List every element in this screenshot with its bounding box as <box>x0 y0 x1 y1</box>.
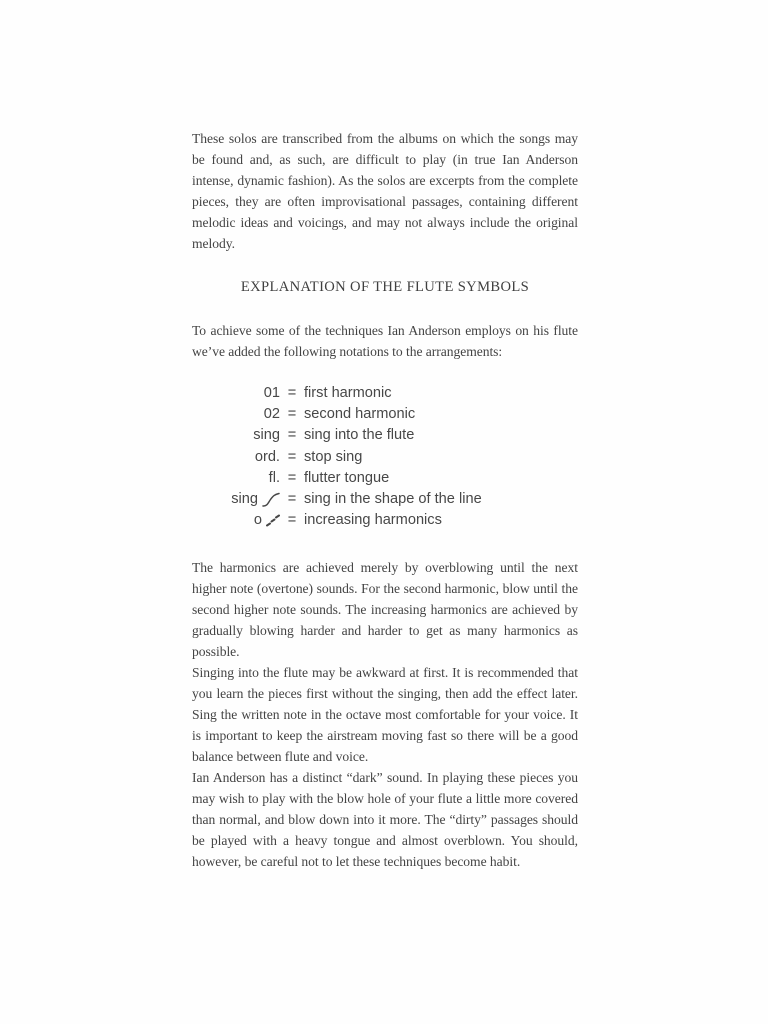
symbol-row-sing-line-shape <box>192 489 578 510</box>
symbol-meaning: second harmonic <box>304 406 416 423</box>
equals-sign: = <box>287 385 297 401</box>
s-curve-icon <box>262 492 280 508</box>
symbol-meaning: sing into the flute <box>304 427 415 444</box>
symbol-label: fl. <box>268 469 280 486</box>
equals-sign: = <box>287 469 297 486</box>
equals-sign: = <box>287 406 297 423</box>
symbol-meaning: increasing harmonics <box>304 512 442 529</box>
symbol-label: sing <box>192 489 280 510</box>
intro-paragraph: These solos are transcribed from the albums on which the songs may be found and, as such, are difficult to play (in true Ian Anderson intense, dynamic fashion). As the solos are excerpts from the complete pieces, they are often improvisational passages, containing different melodic ideas and voicings, and may not always include the original melody. <box>192 131 578 251</box>
lead-paragraph: To achieve some of the techniques Ian Anderson employs on his flute we’ve added the following notations to the arrangements: <box>192 323 578 359</box>
symbol-row-sing <box>192 425 578 446</box>
singing-paragraph: Singing into the flute may be awkward at first. It is recommended that you learn the pieces first without the singing, then add the effect later. Sing the written note in the octave most comfortable for your voice. It is important to keep the airstream moving fast so there will be a good balance between flute and voice. <box>192 665 578 765</box>
symbol-label: o <box>192 510 280 531</box>
symbol-row-flutter <box>192 468 578 489</box>
symbol-meaning: flutter tongue <box>304 469 390 486</box>
symbol-label: 01 <box>263 385 280 401</box>
page-text-block <box>192 128 578 872</box>
symbol-label: ord. <box>254 448 280 465</box>
symbol-row-second-harmonic <box>192 404 578 425</box>
equals-sign: = <box>287 448 297 465</box>
section-heading: EXPLANATION OF THE FLUTE SYMBOLS <box>240 279 530 295</box>
sound-paragraph: Ian Anderson has a distinct “dark” sound. In playing these pieces you may wish to play with the blow hole of your flute a little more covered than normal, and blow down into it more. The “dirty” passages should be played with a heavy tongue and almost overblown. You should, however, be careful not to let these techniques become habit. <box>192 770 578 870</box>
flute-symbols-legend <box>192 383 578 531</box>
equals-sign: = <box>287 427 297 444</box>
equals-sign: = <box>287 512 297 529</box>
symbol-meaning: stop sing <box>304 448 363 465</box>
symbol-label: sing <box>253 427 280 444</box>
symbol-row-increasing-harmonics <box>192 510 578 531</box>
symbol-label: 02 <box>263 406 280 423</box>
rising-dashes-icon <box>266 514 280 527</box>
symbol-meaning: first harmonic <box>304 385 392 401</box>
symbol-row-ordinary <box>192 447 578 468</box>
equals-sign: = <box>287 491 297 508</box>
symbol-meaning: sing in the shape of the line <box>304 491 482 508</box>
symbol-row-first-harmonic <box>192 383 578 404</box>
harmonics-paragraph: The harmonics are achieved merely by overblowing until the next higher note (overtone) sounds. For the second harmonic, blow until the second higher note sounds. The increasing harmonics are achieved by gradually blowing harder and harder to get as many harmonics as possible. <box>192 560 578 660</box>
